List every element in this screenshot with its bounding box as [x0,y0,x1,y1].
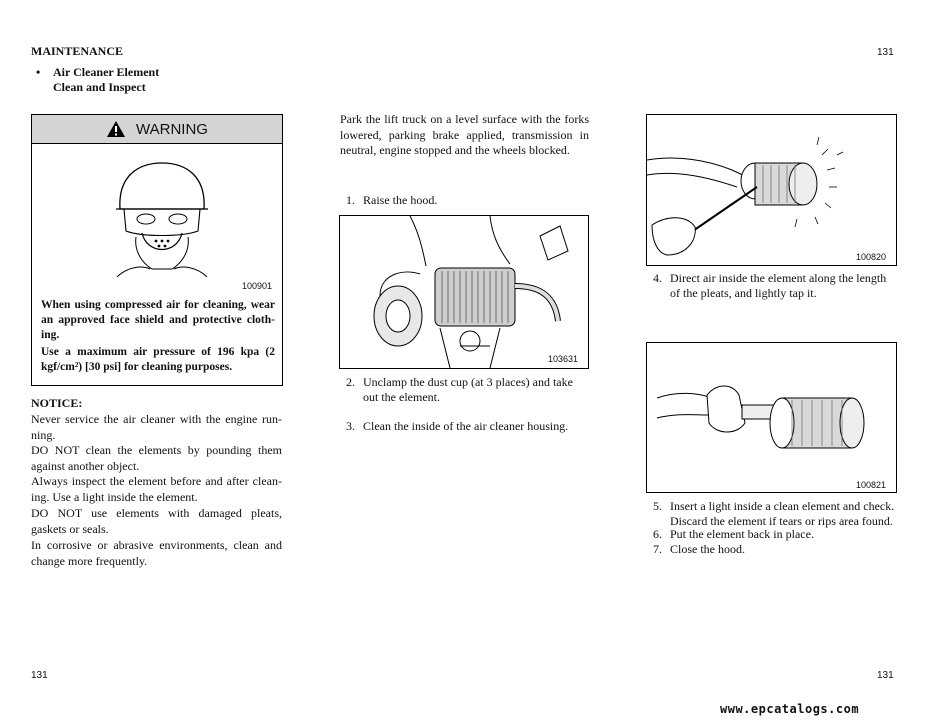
step-text: Insert a light inside a clean element and check. Discard the element if tears or rips area found. [670,499,895,528]
light-inspection-illustration [647,343,896,492]
step-text: Put the element back in place. [670,527,814,541]
watermark-link[interactable]: www.epcatalogs.com [720,702,860,716]
warning-text-2: Use a maximum air pressure of 196 kpa (2 kgf/cm²) [30 psi] for cleaning purposes. [41,346,275,373]
step-text: Clean the inside of the air cleaner housing. [363,419,569,433]
step-2 [346,375,589,405]
step-number: 5. [653,499,662,513]
step-number: 7. [653,542,662,556]
bullet: • [36,65,41,79]
figure-id-warning: 100901 [241,281,272,291]
step-number: 3. [346,419,355,433]
section-title: MAINTENANCE [31,44,124,58]
face-shield-illustration [112,159,212,277]
step-number: 6. [653,527,662,541]
figure-raise-hood [339,215,589,369]
page-number-right: 131 [877,670,894,681]
intro-paragraph: Park the lift truck on a level surface with the forks lowered, parking brake applied, transmission in neutral, engine stopped and the wheels blocked. [340,112,589,157]
notice-item: Never service the air cleaner with the engine run-ning. [31,412,282,442]
step-number: 2. [346,375,355,389]
step-4 [653,271,897,301]
step-6 [653,527,897,542]
figure-compressed-air [646,114,897,266]
step-3 [346,419,589,434]
warning-heading: WARNING [136,120,208,138]
notice-item: DO NOT clean the elements by pounding them against another object. [31,443,282,473]
step-text: Raise the hood. [363,193,438,207]
step-text: Close the hood. [670,542,745,556]
figure-id-hood: 103631 [547,354,578,364]
figure-id-light: 100821 [855,480,886,490]
warning-header [32,115,282,144]
air-cleaner-housing-illustration [340,216,588,368]
step-5 [653,499,897,529]
notice-item: Always inspect the element before and after clean-ing. Use a light inside the element. [31,474,282,504]
step-1 [346,193,589,208]
subsection-title-1: Air Cleaner Element [53,65,160,79]
figure-light-inspection [646,342,897,493]
warning-triangle-icon [106,120,126,138]
step-text: Direct air inside the element along the length of the pleats, and lightly tap it. [670,271,887,300]
step-7 [653,542,897,557]
notice-item: In corrosive or abrasive environments, clean and change more frequently. [31,538,282,568]
step-number: 1. [346,193,355,207]
step-text: Unclamp the dust cup (at 3 places) and take out the element. [363,375,573,404]
subsection-title-2: Clean and Inspect [53,80,146,94]
warning-text-1: When using compressed air for cleaning, wear an approved face shield and protective cloth-ing. [41,299,275,341]
notice-item: DO NOT use elements with damaged pleats, gaskets or seals. [31,506,282,536]
page-number-left: 131 [31,670,48,681]
warning-box [31,114,283,386]
compressed-air-cleaning-illustration [647,115,896,265]
notice-title: NOTICE: [31,396,83,410]
page-number-top: 131 [877,47,894,58]
step-number: 4. [653,271,662,285]
figure-id-air: 100820 [855,252,886,262]
